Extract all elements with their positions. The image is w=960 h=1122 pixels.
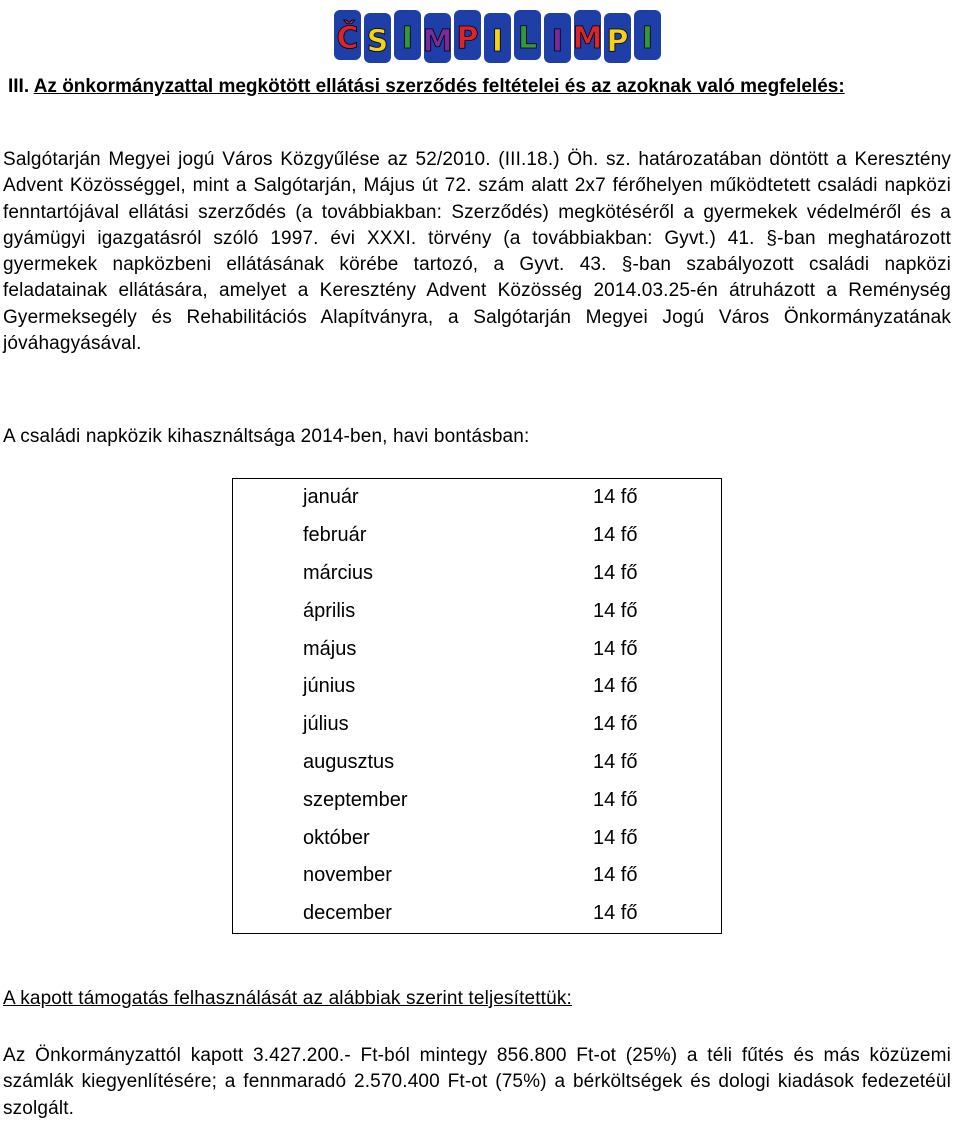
- logo-letter: I: [401, 21, 414, 56]
- logo-letter: P: [606, 24, 629, 59]
- month-cell: szeptember: [303, 788, 408, 811]
- month-cell: január: [303, 486, 359, 509]
- table-row: [233, 555, 722, 593]
- monthly-usage-table: [232, 478, 722, 934]
- table-intro: A családi napközik kihasználtsága 2014-ben, havi bontásban:: [3, 426, 530, 447]
- heading-number: III.: [8, 76, 30, 97]
- month-cell: március: [303, 561, 374, 584]
- logo-letter: P: [456, 21, 479, 56]
- month-cell: július: [303, 713, 349, 736]
- logo-letter: I: [491, 24, 504, 59]
- month-cell: október: [303, 826, 370, 849]
- logo-letter: S: [366, 24, 389, 59]
- table-row: [233, 895, 722, 933]
- table-row: [233, 857, 722, 895]
- value-cell: 14 fő: [593, 524, 638, 547]
- support-usage-subheading: A kapott támogatás felhasználását az alábbiak szerint teljesítettük:: [3, 988, 572, 1009]
- value-cell: 14 fő: [593, 637, 638, 660]
- month-cell: december: [303, 902, 392, 925]
- table-row: [233, 744, 722, 782]
- table-row: [233, 630, 722, 668]
- logo-letter: M: [422, 24, 453, 59]
- logo-letter: Č: [336, 21, 359, 56]
- logo-graphic: [328, 2, 668, 66]
- month-cell: november: [303, 864, 392, 887]
- logo-letter: I: [641, 21, 654, 56]
- funding-paragraph: Az Önkormányzattól kapott 3.427.200.- Ft-ból mintegy 856.800 Ft-ot (25%) a téli fűtés és más közüzemi számlák kiegyenlítésére; a fennmaradó 2.570.400 Ft-ot (75%) a bérköltségek és dologi kiadások fedezetéül szolgált.: [3, 1045, 951, 1119]
- table-row: [233, 592, 722, 630]
- logo-letter: M: [572, 21, 603, 56]
- heading-title: Az önkormányzattal megkötött ellátási szerződés feltételei és az azoknak való megfelelés:: [33, 76, 845, 97]
- value-cell: 14 fő: [593, 713, 638, 736]
- month-cell: február: [303, 524, 367, 547]
- value-cell: 14 fő: [593, 675, 638, 698]
- table-row: [233, 819, 722, 857]
- contract-paragraph: Salgótarján Megyei jogú Város Közgyűlése az 52/2010. (III.18.) Öh. sz. határozatában döntött a Keresztény Advent Közösséggel, mint a Salgótarján, Május út 72. szám alatt 2x7 férőhelyen működtetett családi napközi fenntartójával ellátási szerződés (a továbbiakban: Szerződés) megkötéséről a gyermekek védelméről és a gyámügyi igazgatásról szóló 1997. évi XXXI. törvény (a továbbiakban: Gyvt.) 41. §-ban meghatározott gyermekek napközbeni ellátásának körébe tartozó, a Gyvt. 43. §-ban szabályozott családi napközi feladatainak ellátására, amelyet a Keresztény Advent Közösség 2014.03.25-én átruházott a Reménység Gyermeksegély és Rehabilitációs Alapítványra, a Salgótarján Megyei Jogú Város Önkormányzatának jóváhagyásával.: [3, 149, 951, 355]
- value-cell: 14 fő: [593, 788, 638, 811]
- value-cell: 14 fő: [593, 750, 638, 773]
- table-row: [233, 706, 722, 744]
- table-row: [233, 479, 722, 517]
- section-heading: [8, 74, 952, 100]
- value-cell: 14 fő: [593, 486, 638, 509]
- value-cell: 14 fő: [593, 826, 638, 849]
- value-cell: 14 fő: [593, 902, 638, 925]
- month-cell: augusztus: [303, 750, 395, 773]
- logo-letter: L: [517, 21, 538, 56]
- logo-letter: I: [551, 24, 564, 59]
- month-cell: május: [303, 637, 357, 660]
- month-cell: június: [303, 675, 356, 698]
- site-logo: [328, 2, 668, 66]
- month-cell: április: [303, 599, 356, 622]
- value-cell: 14 fő: [593, 599, 638, 622]
- table-row: [233, 517, 722, 555]
- value-cell: 14 fő: [593, 561, 638, 584]
- table-row: [233, 781, 722, 819]
- value-cell: 14 fő: [593, 864, 638, 887]
- table-row: [233, 668, 722, 706]
